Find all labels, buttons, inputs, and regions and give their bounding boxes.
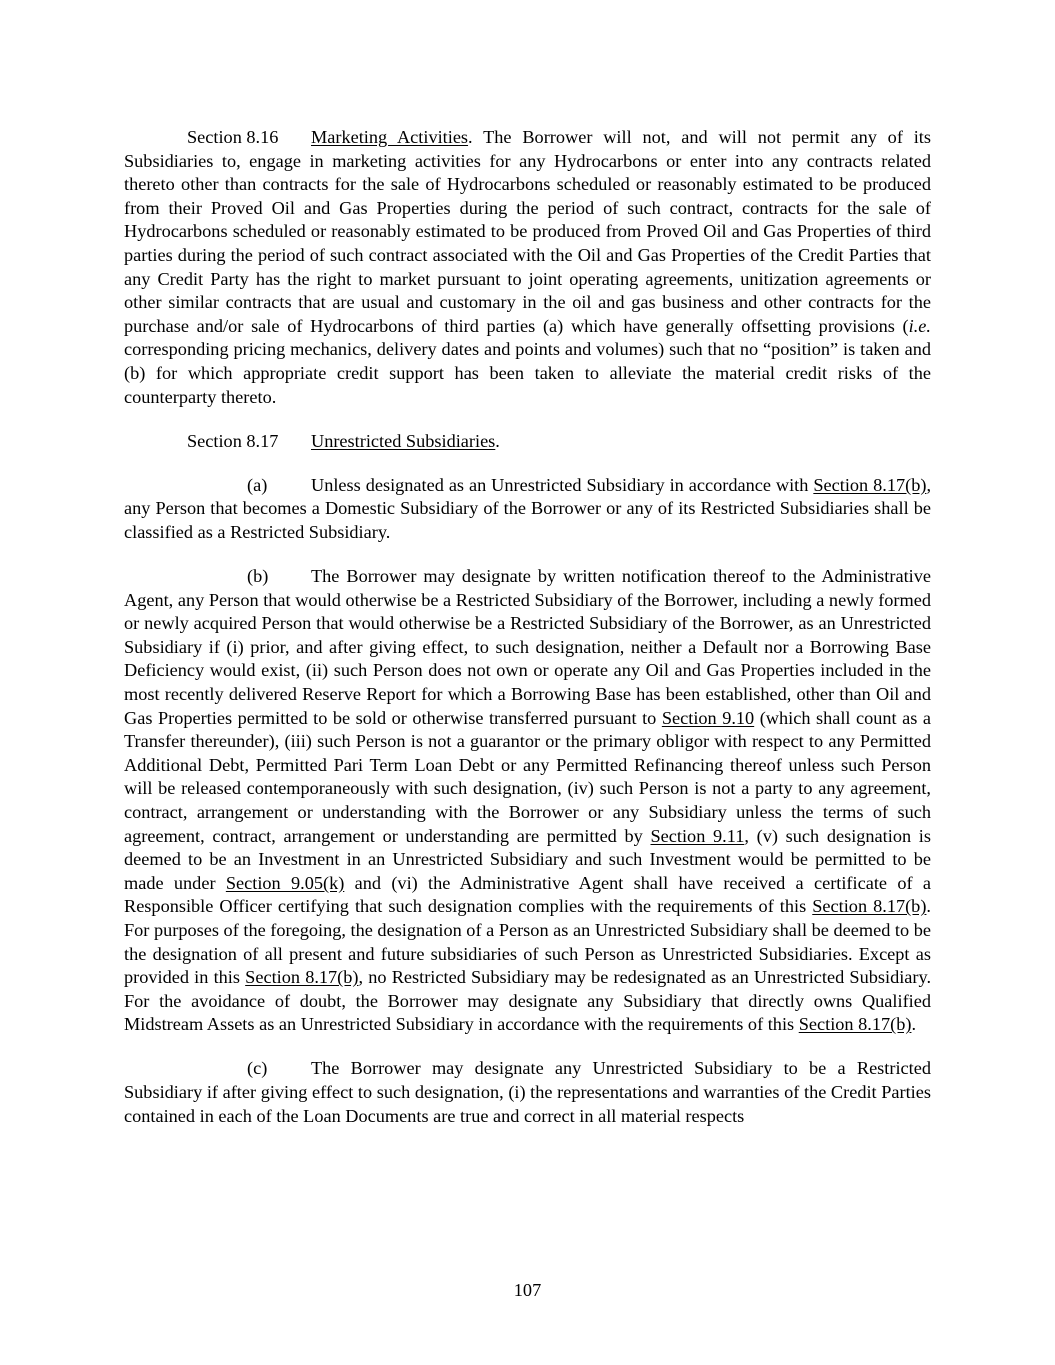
paragraph-c-text-1: The Borrower may designate any Unrestricted Subsidiary to be a Restricted Subsidiary if after giving effect to such designation, (i) the representations and warranties of the Credit Parties contained in each of the Loan Documents are true and correct in all material respects — [124, 1058, 931, 1126]
paragraph-b-ref-1: Section 9.10 — [661, 707, 755, 728]
paragraph-b-text-5: . For purposes of the foregoing, the designation of a Person as an Unrestricted Subsidiary shall be deemed to be the designation of all present and future subsidiaries of such Person as Unrestricted Subsidiaries. Except as provided in this — [124, 896, 931, 988]
paragraph-b-ref-3: Section 9.05(k) — [225, 872, 345, 893]
page-number: 107 — [513, 1280, 542, 1300]
paragraph-b-text-3: , (v) such designation is deemed to be an Investment in an Unrestricted Subsidiary and such Investment would be permitted to be made under — [124, 825, 931, 893]
paragraph-b-ref-5: Section 8.17(b) — [245, 967, 359, 988]
paragraph-b-ref-4: Section 8.17(b) — [812, 896, 927, 917]
paragraph-b-text-1: The Borrower may designate by written notification thereof to the Administrative Agent, any Person that would otherwise be a Restricted Subsidiary of the Borrower, including a newly formed or newly acquired Person that would otherwise be a Restricted Subsidiary of the Borrower, as an Unrestricted Subsidiary if (i) prior, and after giving effect, to such designation, neither a Default nor a Borrowing Base Deficiency would exist, (ii) such Person does not own or operate any Oil and Gas Properties included in the most recently delivered Reserve Report for which a Borrowing Base has been established, other than Oil and Gas Properties permitted to be sold or otherwise transferred pursuant to — [124, 566, 931, 728]
paragraph-a-ref-1: Section 8.17(b) — [813, 474, 927, 495]
section-8-16-paragraph — [124, 126, 931, 409]
section-8-17-period: . — [495, 430, 500, 451]
document-body — [124, 126, 931, 1149]
paragraph-a-text-2: , any Person that becomes a Domestic Subsidiary of the Borrower or any of its Restricted Subsidiaries shall be classified as a Restricted Subsidiary. — [124, 474, 932, 542]
section-8-16-title: Marketing Activities — [311, 127, 469, 147]
section-8-17-title: Unrestricted Subsidiaries — [311, 430, 496, 451]
section-8-16-number: Section 8.16 — [187, 127, 279, 147]
paragraph-c — [124, 1057, 931, 1128]
paragraph-b-ref-2: Section 9.11 — [650, 825, 745, 846]
paragraph-b-text-7: . — [911, 1014, 917, 1035]
section-8-16-ie: i.e. — [908, 315, 931, 336]
section-8-16-text-2: corresponding pricing mechanics, delivery dates and points and volumes) such that no “position” is taken and (b) for which appropriate credit support has been taken to alleviate the material credit risks of the counterparty thereto. — [124, 339, 931, 407]
paragraph-c-label: (c) — [247, 1058, 268, 1079]
paragraph-a — [124, 474, 931, 545]
paragraph-b — [124, 565, 931, 1037]
section-8-16-text-1: . The Borrower will not, and will not permit any of its Subsidiaries to, engage in marketing activities for any Hydrocarbons or enter into any contracts related thereto other than contracts for the sale of Hydrocarbons scheduled or reasonably estimated to be produced from their Proved Oil and Gas Properties during the period of such contract, contracts for the sale of Hydrocarbons scheduled or reasonably estimated to be produced from Proved Oil and Gas Properties of third parties during the period of such contract associated with the Oil and Gas Properties of the Credit Parties that any Credit Party has the right to market pursuant to joint operating agreements, unitization agreements or other similar contracts that are usual and customary in the oil and gas business and other contracts for the purchase and/or sale of Hydrocarbons of third parties (a) which have generally offsetting provisions ( — [124, 127, 931, 336]
paragraph-a-label: (a) — [247, 474, 268, 495]
section-8-17-number: Section 8.17 — [187, 430, 279, 451]
paragraph-b-text-4: and (vi) the Administrative Agent shall have received a certificate of a Responsible Officer certifying that such designation complies with the requirements of this — [124, 872, 931, 917]
paragraph-a-text-1: Unless designated as an Unrestricted Subsidiary in accordance with — [311, 474, 814, 495]
paragraph-b-ref-6: Section 8.17(b) — [798, 1014, 912, 1035]
paragraph-b-text-2: (which shall count as a Transfer thereunder), (iii) such Person is not a guarantor or the primary obligor with respect to any Permitted Additional Debt, Permitted Pari Term Loan Debt or any Permitted Refinancing thereof unless such Person will be released contemporaneously with such designation, (iv) such Person is not a party to any agreement, contract, arrangement or understanding with the Borrower or any Subsidiary unless the terms of such agreement, contract, arrangement or understanding are permitted by — [124, 707, 931, 846]
paragraph-b-text-6: , no Restricted Subsidiary may be redesignated as an Unrestricted Subsidiary. For the avoidance of doubt, the Borrower may designate any Subsidiary that directly owns Qualified Midstream Assets as an Unrestricted Subsidiary in accordance with the requirements of this — [124, 967, 932, 1035]
paragraph-b-label: (b) — [247, 566, 269, 586]
section-8-17-heading — [124, 430, 931, 454]
